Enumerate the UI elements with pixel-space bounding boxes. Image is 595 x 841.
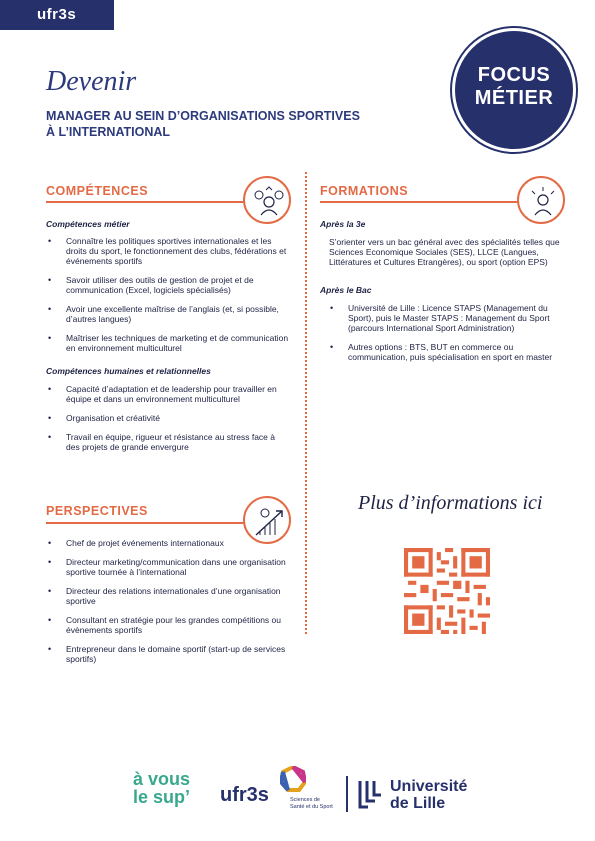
graduate-idea-icon xyxy=(517,176,565,224)
list-item: • Consultant en stratégie pour les grandes compétitions ou évènements sportifs xyxy=(40,615,290,635)
competences-rule xyxy=(46,201,248,203)
list-item: • Avoir une excellente maîtrise de l’anglais (et, si possible, d’autres langues) xyxy=(40,304,290,324)
badge-line2: MÉTIER xyxy=(474,87,554,109)
apres-3e-text: S’orienter vers un bac général avec des spécialités telles que Sciences Economique Sociales (SES), LLCE (Langues, Littératures et Cultures Etrangères), ou sport (option EPS) xyxy=(329,237,560,267)
perspectives-list xyxy=(40,538,290,673)
competences-metier-list xyxy=(40,236,290,362)
footer-divider xyxy=(346,776,348,812)
ufr3s-footer-logo: ufr3s xyxy=(220,784,269,806)
ufr3s-emblem-icon xyxy=(280,766,306,792)
list-item: • Savoir utiliser des outils de gestion de projet et de communication (Excel, logiciels spécialisés) xyxy=(40,275,290,295)
perspectives-rule xyxy=(46,522,248,524)
list-item: • Organisation et créativité xyxy=(40,413,290,423)
column-divider xyxy=(305,172,307,634)
top-brand-bar xyxy=(0,0,114,30)
ufr3s-logo: ufr3s xyxy=(37,6,77,23)
badge-line1: FOCUS xyxy=(477,64,551,86)
universite-de-lille-icon xyxy=(357,779,383,809)
job-title xyxy=(46,108,386,140)
job-title-line1: MANAGER AU SEIN D’ORGANISATIONS SPORTIVES xyxy=(46,109,360,123)
list-item: • Autres options : BTS, BUT en commerce ou communication, puis spécialisation en sport en master xyxy=(322,342,572,362)
perspectives-title: PERSPECTIVES xyxy=(46,504,148,518)
growth-chart-icon xyxy=(243,496,291,544)
avous-line2: le sup’ xyxy=(133,787,191,807)
list-item: • Directeur des relations internationales d’une organisation sportive xyxy=(40,586,290,606)
list-item: • Entrepreneur dans le domaine sportif (start-up de services sportifs) xyxy=(40,644,290,664)
apres-bac-subtitle: Après le Bac xyxy=(320,285,372,295)
qr-code[interactable] xyxy=(404,548,490,634)
devenir-heading: Devenir xyxy=(46,66,137,97)
job-title-line2: À L’INTERNATIONAL xyxy=(46,125,171,139)
list-item: • Chef de projet événements internationaux xyxy=(40,538,290,548)
competences-metier-subtitle: Compétences métier xyxy=(46,219,130,229)
competences-humaines-subtitle: Compétences humaines et relationnelles xyxy=(46,366,211,376)
formations-rule xyxy=(320,201,520,203)
univ-line2: de Lille xyxy=(390,795,446,812)
list-item: • Université de Lille : Licence STAPS (Management du Sport), puis le Master STAPS : Management du Sport (parcours International Sport Administration) xyxy=(322,303,572,333)
apres-bac-list xyxy=(322,303,572,371)
more-info-link[interactable]: Plus d’informations ici xyxy=(358,492,543,514)
list-item: • Capacité d’adaptation et de leadership pour travailler en équipe et dans un environnement multiculturel xyxy=(40,384,290,404)
team-skills-icon xyxy=(243,176,291,224)
univ-line1: Université xyxy=(390,778,468,795)
ufr3s-subtitle: Sciences de Santé et du Sport xyxy=(290,797,333,810)
apres-3e-subtitle: Après la 3e xyxy=(320,219,366,229)
avous-line1: à vous xyxy=(133,769,191,789)
universite-de-lille-logo xyxy=(390,778,467,812)
focus-metier-badge xyxy=(452,28,576,152)
list-item: • Connaître les politiques sportives internationales et les droits du sport, le fonctionnement des clubs, fédérations et événements sportifs xyxy=(40,236,290,266)
list-item: • Travail en équipe, rigueur et résistance au stress face à des projets de grande envergure xyxy=(40,432,290,452)
formations-title: FORMATIONS xyxy=(320,184,409,198)
competences-humaines-list xyxy=(40,384,290,461)
list-item: • Maîtriser les techniques de marketing et de communication en environnement multiculturel xyxy=(40,333,290,353)
a-vous-le-sup-logo xyxy=(133,770,190,806)
list-item: • Directeur marketing/communication dans une organisation sportive tournée à l’international xyxy=(40,557,290,577)
competences-title: COMPÉTENCES xyxy=(46,184,149,198)
